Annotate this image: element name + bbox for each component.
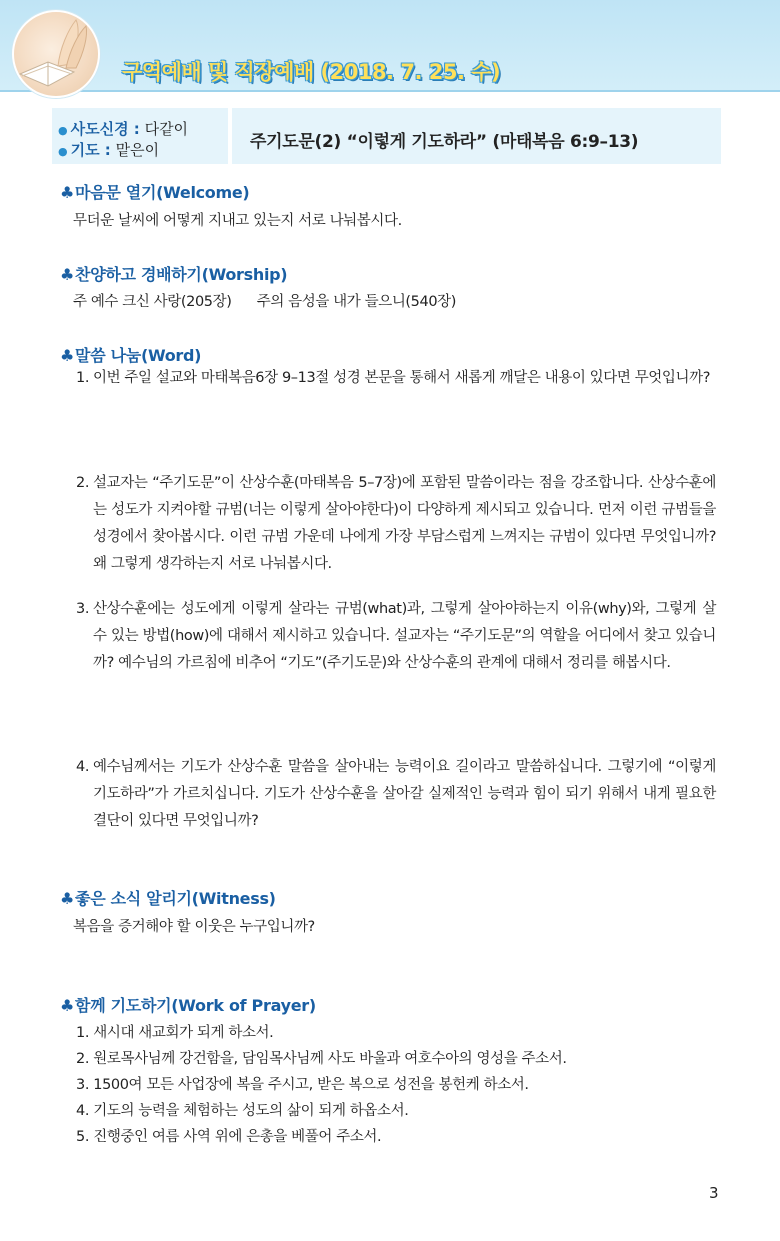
bullet-icon: ●: [58, 124, 68, 137]
prayer-item-3: 3. 1500여 모든 사업장에 복을 주시고, 받은 복으로 성전을 봉헌케 하소서.: [76, 1077, 529, 1093]
prayer-value: 맡은이: [115, 141, 160, 159]
prayer-leader-line: [58, 139, 159, 160]
praying-hands-icon: [14, 12, 98, 96]
question-3: [76, 596, 716, 677]
creed-line: [58, 118, 188, 139]
question-text: 산상수훈에는 성도에게 이렇게 살라는 규범(what)과, 그렇게 살아야하는지 이유(why)와, 그렇게 살 수 있는 방법(how)에 대해서 제시하고 있습니다. 설교자는 “주기도문”의 역할을 어디에서 찾고 있습니까? 예수님의 가르침에 비추어 “기도”(주기도문)와 산상수훈의 관계에 대해서 정리를 해봅시다.: [93, 601, 716, 671]
witness-heading-text: 좋은 소식 알리기(Witness): [75, 889, 276, 908]
subject-box: [232, 108, 721, 164]
question-number: 1.: [76, 370, 90, 386]
question-number: 4.: [76, 759, 90, 775]
question-text: 설교자는 “주기도문”이 산상수훈(마태복음 5–7장)에 포함된 말씀이라는 점을 강조합니다. 산상수훈에는 성도가 지켜야할 규범(너는 이렇게 살아야한다)이 다양하게 제시되고 있습니다. 먼저 이런 규범들을 성경에서 찾아봅시다. 이런 규범 가운데 나에게 가장 부담스럽게 느껴지는 규범이 있다면 무엇입니까? 왜 그렇게 생각하는지 서로 나눠봅시다.: [93, 475, 716, 572]
prayer-item-4: 4. 기도의 능력을 체험하는 성도의 삶이 되게 하옵소서.: [76, 1103, 409, 1119]
question-number: 3.: [76, 601, 90, 617]
witness-text: 복음을 증거해야 할 이웃은 누구입니까?: [73, 919, 315, 935]
page-title: 구역예배 및 직장예배 (2018. 7. 25. 수): [122, 60, 501, 84]
prayer-item-1: 1. 새시대 새교회가 되게 하소서.: [76, 1025, 274, 1041]
section-heading-welcome: [60, 180, 249, 203]
welcome-heading-text: 마음문 열기(Welcome): [75, 183, 250, 202]
question-text: 예수님께서는 기도가 산상수훈 말씀을 살아내는 능력이요 길이라고 말씀하십니다. 그렇기에 “이렇게 기도하라”가 가르치십니다. 기도가 산상수훈을 살아갈 실제적인 능력과 힘이 되기 위해서 내게 필요한 결단이 있다면 무엇입니까?: [93, 759, 716, 829]
question-number: 2.: [76, 475, 90, 491]
question-1: [76, 365, 716, 392]
club-icon: ♣: [60, 346, 75, 365]
header-banner: [0, 0, 780, 92]
question-4: [76, 754, 716, 835]
question-text: 이번 주일 설교와 마태복음6장 9–13절 성경 본문을 통해서 새롭게 깨달은 내용이 있다면 무엇입니까?: [93, 370, 711, 386]
praying-hands-bible-illustration: [12, 10, 100, 98]
prayer-heading-text: 함께 기도하기(Work of Prayer): [75, 996, 316, 1015]
club-icon: ♣: [60, 889, 75, 908]
bullet-icon: ●: [58, 145, 68, 158]
prayer-item-2: 2. 원로목사님께 강건함을, 담임목사님께 사도 바울과 여호수아의 영성을 주소서.: [76, 1051, 567, 1067]
club-icon: ♣: [60, 996, 75, 1015]
worship-order-box: [52, 108, 228, 164]
creed-value: 다같이: [144, 120, 189, 138]
section-heading-witness: [60, 886, 276, 909]
prayer-item-5: 5. 진행중인 여름 사역 위에 은총을 베풀어 주소서.: [76, 1129, 382, 1145]
section-heading-prayer: [60, 993, 316, 1016]
creed-label: 사도신경 :: [70, 120, 140, 138]
prayer-label: 기도 :: [70, 141, 111, 159]
section-heading-word: [60, 343, 201, 366]
worship-hymns: 주 예수 크신 사랑(205장) 주의 음성을 내가 들으니(540장): [73, 294, 457, 310]
worship-heading-text: 찬양하고 경배하기(Worship): [75, 265, 288, 284]
word-heading-text: 말씀 나눔(Word): [75, 346, 202, 365]
page-number: 3: [709, 1184, 719, 1202]
question-2: [76, 470, 716, 578]
club-icon: ♣: [60, 183, 75, 202]
club-icon: ♣: [60, 265, 75, 284]
welcome-text: 무더운 날씨에 어떻게 지내고 있는지 서로 나눠봅시다.: [73, 213, 402, 229]
section-heading-worship: [60, 262, 287, 285]
sermon-subject: 주기도문(2) “이렇게 기도하라” (마태복음 6:9–13): [250, 132, 639, 152]
